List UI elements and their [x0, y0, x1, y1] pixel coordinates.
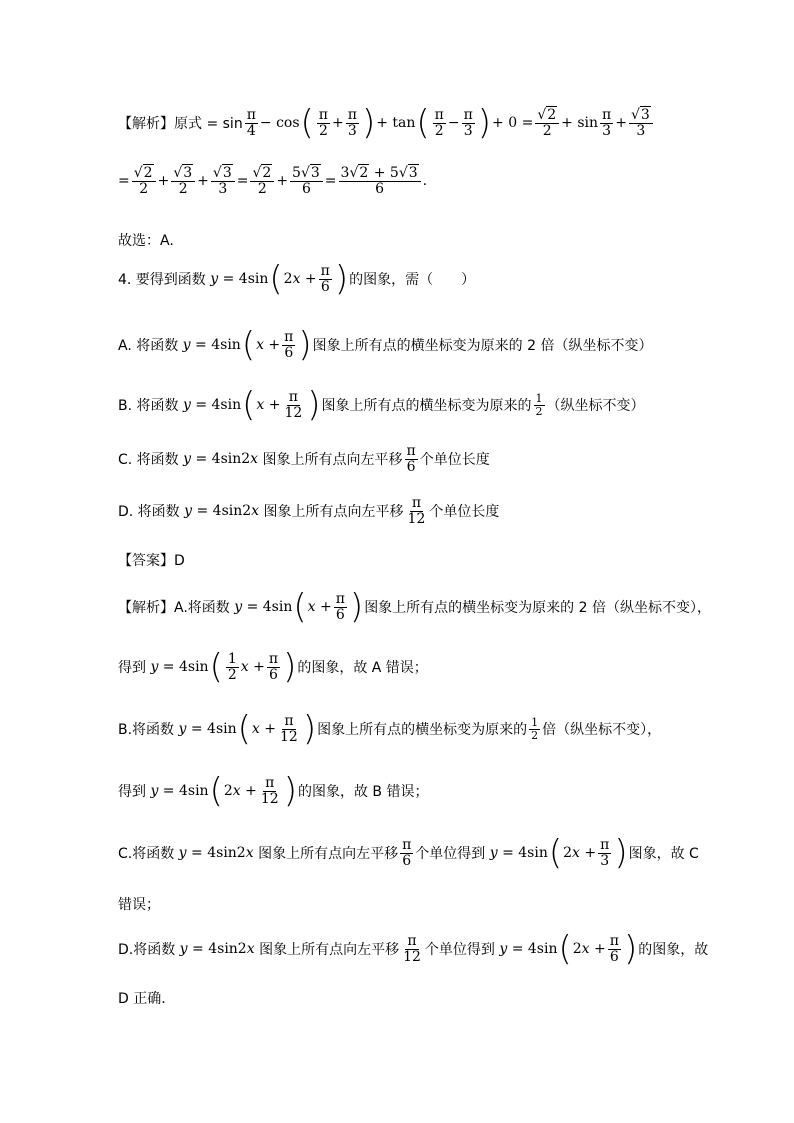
explanation-line-5: C.将函数 y = 4sin2x 图象上所有点向左平移 $\frac{\pi}{6}$ 个单位得到 y = 4sin ( 2x + $\frac{\pi}{3}$ ) 图象，故 C — [118, 833, 699, 873]
explanation-line-1: 【解析】A.将函数 y = 4sin ( x + $\frac{\pi}{6}$ ) 图象上所有点的横坐标变为原来的 2 倍（纵坐标不变）， — [118, 587, 711, 627]
explanation-line-8: D 正确. — [118, 991, 166, 1007]
explanation-line-3: B.将函数 y = 4sin ( x + $\frac{\pi}{12}$ ) 图象上所有点的横坐标变为原来的 $\frac{1}{2}$ 倍（纵坐标不变）， — [118, 709, 662, 749]
solution-line-1: 【解析】原式 = sin $\frac{\pi}{4}$ − cos ( $\frac{\pi}{2}$ + $\frac{\pi}{3}$ ) + tan ( $\frac{\pi}{2}$ − $\frac{\pi}{3}$ ) + 0 = $\frac{√2}{2}$ + sin $\frac{\pi}{3}$ + $\frac{√3}{3}$ — [118, 106, 655, 140]
answer: 【答案】D — [118, 553, 185, 569]
explanation-line-7: D.将函数 y = 4sin2x 图象上所有点向左平移 $\frac{\pi}{12}$ 个单位得到 y = 4sin ( 2x + $\frac{\pi}{6}$ ) 的图象，故 — [118, 929, 709, 969]
option-d: D. 将函数 y = 4sin2x 图象上所有点向左平移 $\frac{\pi}{12}$ 个单位长度 — [118, 495, 500, 527]
option-c: C. 将函数 y = 4sin2x 图象上所有点向左平移 $\frac{\pi}{6}$ 个单位长度 — [118, 443, 490, 475]
question-4: 4. 要得到函数 y = 4sin ( 2x + $\frac{\pi}{6}$ ) 的图象，需（ ） — [118, 259, 476, 299]
option-a: A. 将函数 y = 4sin ( x + $\frac{\pi}{6}$ ) 图象上所有点的横坐标变为原来的 2 倍（纵坐标不变） — [118, 325, 653, 365]
solution-line-2: = $\frac{√2}{2}$ + $\frac{√3}{2}$ + $\frac{√3}{3}$ = $\frac{√2}{2}$ + $\frac{5√3}{6}$ = $\frac{3√2 + 5√3}{6}$ . — [118, 165, 428, 197]
explanation-line-4: 得到 y = 4sin ( 2x + $\frac{\pi}{12}$ ) 的图象，故 B 错误； — [118, 771, 429, 811]
option-b: B. 将函数 y = 4sin ( x + $\frac{\pi}{12}$ ) 图象上所有点的横坐标变为原来的 $\frac{1}{2}$ （纵坐标不变） — [118, 385, 645, 425]
explanation-line-6: 错误； — [118, 897, 160, 913]
choice-summary: 故选：A. — [118, 233, 174, 249]
explanation-line-2: 得到 y = 4sin ( $\frac{1}{2}$ x + $\frac{\pi}{6}$ ) 的图象，故 A 错误； — [118, 647, 428, 687]
